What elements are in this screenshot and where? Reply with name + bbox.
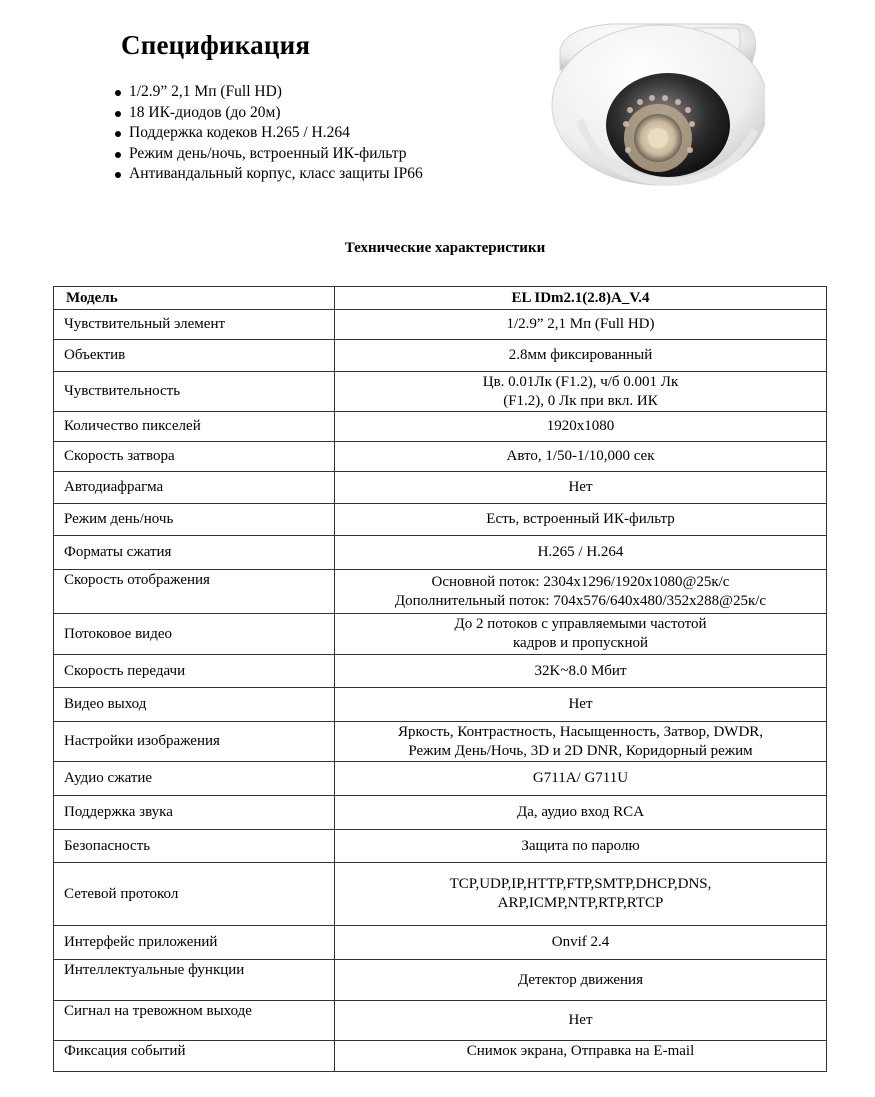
row-value-line: кадров и пропускной (512, 635, 648, 651)
row-value (335, 1041, 827, 1072)
row-value (335, 412, 827, 442)
row-value-line: 32K~8.0 Мбит (534, 662, 627, 679)
row-label: Фиксация событий (54, 1041, 335, 1072)
table-header-row (54, 287, 827, 310)
table-row (54, 372, 827, 412)
table-row (54, 960, 827, 1001)
row-label: Интеллектуальные функции (54, 960, 335, 1001)
table-row (54, 310, 827, 340)
header-value: EL IDm2.1(2.8)A_V.4 (335, 287, 827, 310)
table-row (54, 762, 827, 796)
row-value-line: Есть, встроенный ИК-фильтр (486, 511, 675, 527)
row-value (335, 372, 827, 412)
row-value (335, 796, 827, 830)
feature-list (111, 82, 423, 185)
row-value (335, 472, 827, 504)
row-label: Сигнал на тревожном выходе (54, 1001, 335, 1041)
row-value (335, 762, 827, 796)
row-label: Скорость передачи (54, 655, 335, 688)
table-row (54, 1001, 827, 1041)
table-row (54, 442, 827, 472)
table-row (54, 1041, 827, 1072)
row-value (335, 614, 827, 655)
row-value-line: До 2 потоков с управляемыми частотой (454, 616, 707, 632)
row-value-line: 1920x1080 (546, 418, 615, 434)
row-value-line: Дополнительный поток: 704x576/640x480/352x288@25к/с (394, 592, 767, 609)
row-value-line: G711A/ G711U (532, 770, 629, 786)
row-value (335, 926, 827, 960)
table-row (54, 504, 827, 536)
row-value (335, 340, 827, 372)
table-row (54, 655, 827, 688)
page-title: Спецификация (121, 30, 311, 60)
row-value-line: Да, аудио вход RCA (516, 804, 645, 820)
row-value-line: Нет (568, 479, 593, 495)
row-value-line: Нет (568, 1012, 593, 1028)
row-value-line: 2.8мм фиксированный (508, 347, 653, 363)
row-label: Поддержка звука (54, 796, 335, 830)
section-title: Технические характеристики (344, 240, 546, 256)
row-value (335, 688, 827, 722)
row-value-line: Защита по паролю (521, 837, 640, 854)
row-label: Режим день/ночь (54, 504, 335, 536)
row-value-line: Основной поток: 2304x1296/1920x1080@25к/с (431, 573, 730, 590)
feature-item: 1/2.9” 2,1 Мп (Full HD) (111, 82, 423, 103)
row-value (335, 863, 827, 926)
table-row (54, 926, 827, 960)
row-value (335, 960, 827, 1001)
spec-table (53, 286, 827, 1072)
row-value (335, 655, 827, 688)
table-row (54, 412, 827, 442)
row-label: Чувствительный элемент (54, 310, 335, 340)
row-value-line: Нет (568, 696, 593, 712)
table-row (54, 796, 827, 830)
row-label: Потоковое видео (54, 614, 335, 655)
table-row (54, 614, 827, 655)
row-value-line: Яркость, Контрастность, Насыщенность, Затвор, DWDR, (397, 723, 764, 740)
row-value (335, 830, 827, 863)
row-label: Видео выход (54, 688, 335, 722)
table-row (54, 830, 827, 863)
feature-item: Режим день/ночь, встроенный ИК-фильтр (111, 144, 423, 165)
row-value (335, 504, 827, 536)
table-row (54, 340, 827, 372)
row-value (335, 722, 827, 762)
row-value-line: H.265 / H.264 (537, 544, 624, 560)
row-value-line: Onvif 2.4 (551, 934, 610, 950)
row-value (335, 442, 827, 472)
row-value-line: (F1.2), 0 Лк при вкл. ИК (503, 392, 658, 409)
row-label: Скорость отображения (54, 570, 335, 614)
row-value (335, 310, 827, 340)
row-value-line: Режим День/Ночь, 3D и 2D DNR, Коридорный режим (408, 742, 753, 759)
row-value-line: Цв. 0.01Лк (F1.2), ч/б 0.001 Лк (482, 373, 679, 390)
row-label: Форматы сжатия (54, 536, 335, 570)
row-value (335, 536, 827, 570)
row-value-line: Детектор движения (517, 971, 643, 988)
row-label: Аудио сжатие (54, 762, 335, 796)
row-label: Настройки изображения (54, 722, 335, 762)
row-value-line: Авто, 1/50-1/10,000 сек (506, 448, 655, 464)
table-row (54, 536, 827, 570)
row-value (335, 1001, 827, 1041)
row-label: Интерфейс приложений (54, 926, 335, 960)
feature-item: Антивандальный корпус, класс защиты IP66 (111, 164, 423, 185)
row-value-line: Снимок экрана, Отправка на E-mail (466, 1043, 695, 1059)
feature-item: 18 ИК-диодов (до 20м) (111, 103, 423, 124)
row-label: Объектив (54, 340, 335, 372)
row-value-line: TCP,UDP,IP,HTTP,FTP,SMTP,DHCP,DNS, (449, 876, 712, 892)
row-label: Количество пикселей (54, 412, 335, 442)
row-value-line: 1/2.9” 2,1 Мп (Full HD) (506, 316, 655, 332)
row-label: Чувствительность (54, 372, 335, 412)
row-label: Скорость затвора (54, 442, 335, 472)
header-label: Модель (54, 287, 335, 310)
table-row (54, 570, 827, 614)
row-label: Автодиафрагма (54, 472, 335, 504)
table-row (54, 688, 827, 722)
feature-item: Поддержка кодеков H.265 / H.264 (111, 123, 423, 144)
table-row (54, 722, 827, 762)
table-row (54, 472, 827, 504)
row-value-line: ARP,ICMP,NTP,RTP,RTCP (497, 895, 664, 911)
row-value (335, 570, 827, 614)
row-label: Безопасность (54, 830, 335, 863)
row-label: Сетевой протокол (54, 863, 335, 926)
table-row (54, 863, 827, 926)
dome-camera-icon (540, 10, 765, 190)
